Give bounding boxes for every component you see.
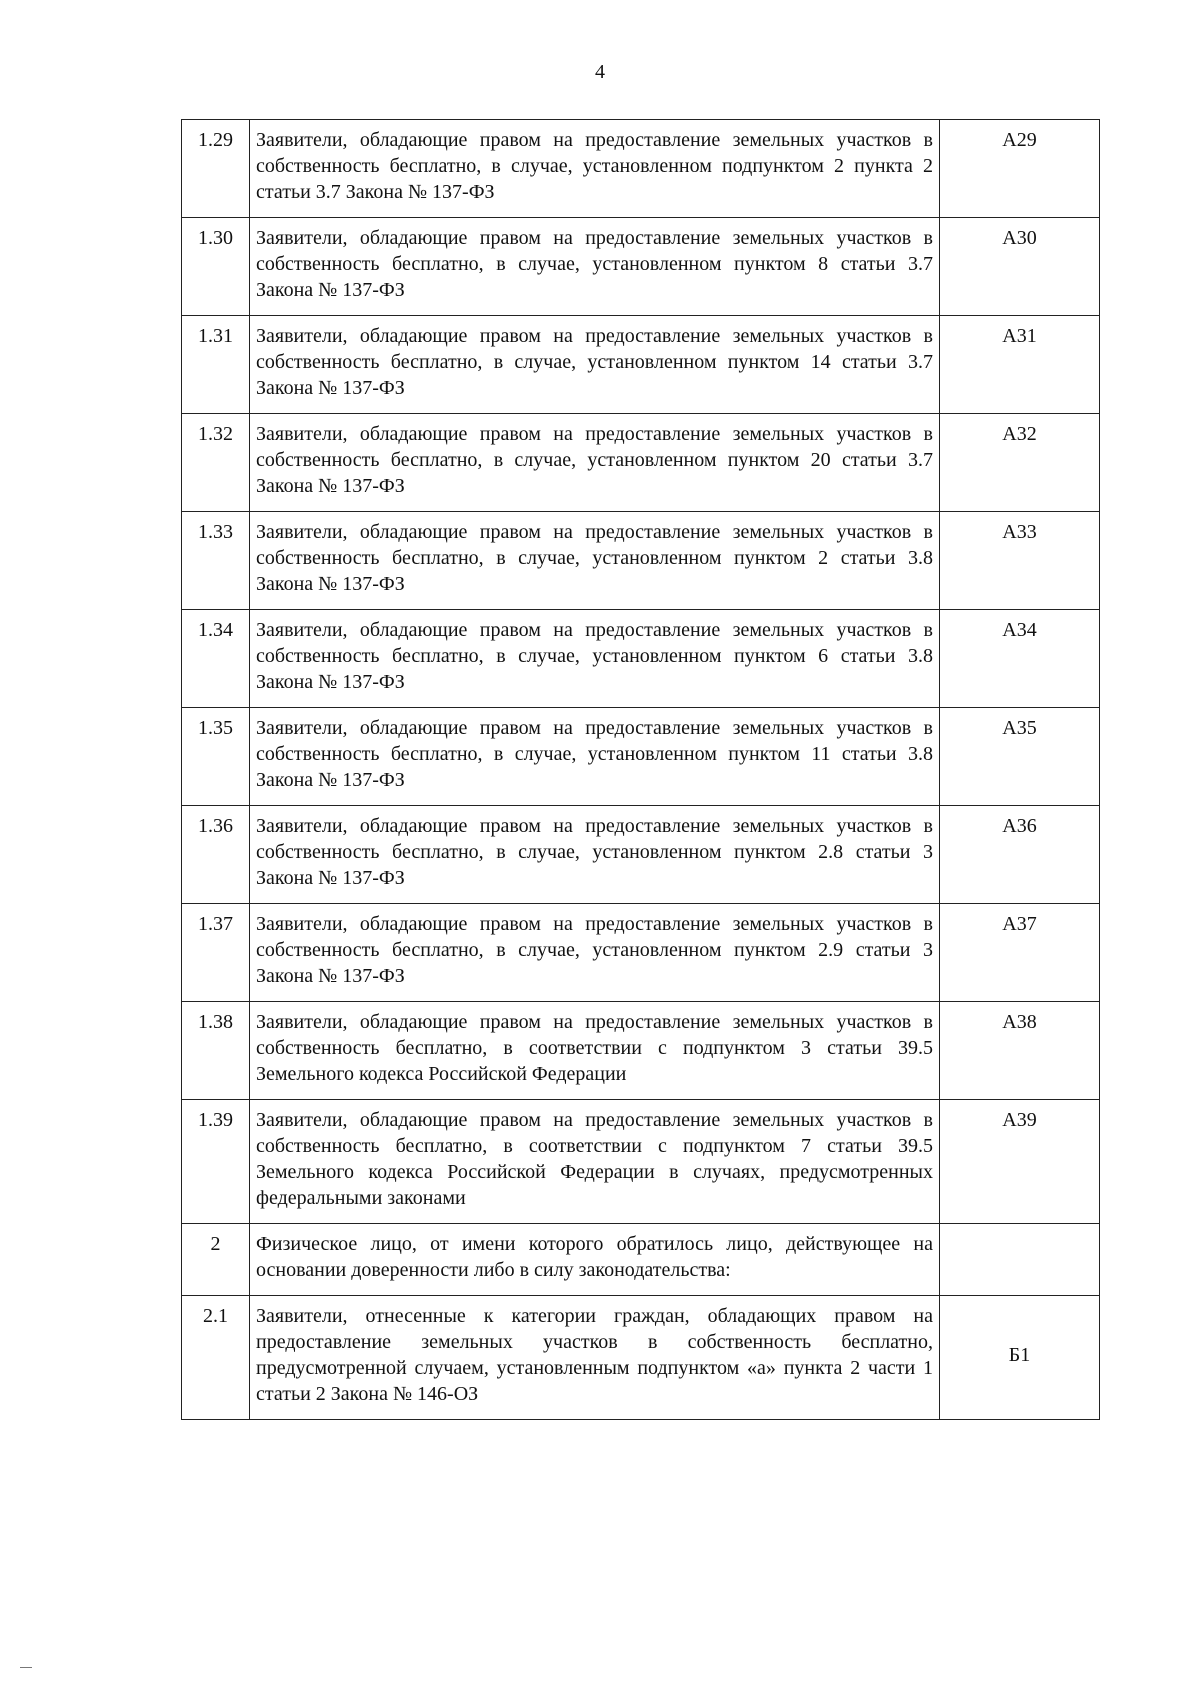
row-code: А32 [940, 414, 1100, 512]
row-number: 2.1 [182, 1296, 250, 1420]
row-number: 1.37 [182, 904, 250, 1002]
row-description: Заявители, обладающие правом на предоставление земельных участков в собственность бесплатно, в случае, установленном пунктом 2.9 статьи 3 Закона № 137-ФЗ [250, 904, 940, 1002]
row-description: Заявители, обладающие правом на предоставление земельных участков в собственность бесплатно, в случае, установленном пунктом 11 статьи 3.8 Закона № 137-ФЗ [250, 708, 940, 806]
row-code: А38 [940, 1002, 1100, 1100]
row-code: А29 [940, 120, 1100, 218]
table-row [182, 1296, 1100, 1420]
row-code: А35 [940, 708, 1100, 806]
table-row [182, 708, 1100, 806]
row-code: Б1 [940, 1296, 1100, 1420]
row-description: Заявители, отнесенные к категории граждан, обладающих правом на предоставление земельных участков в собственность бесплатно, предусмотренной случаем, установленным подпунктом «а» пункта 2 части 1 статьи 2 Закона № 146-ОЗ [250, 1296, 940, 1420]
table-row [182, 806, 1100, 904]
row-code: А34 [940, 610, 1100, 708]
row-description: Заявители, обладающие правом на предоставление земельных участков в собственность бесплатно, в случае, установленном пунктом 14 статьи 3.7 Закона № 137-ФЗ [250, 316, 940, 414]
row-number: 1.31 [182, 316, 250, 414]
row-description: Заявители, обладающие правом на предоставление земельных участков в собственность бесплатно, в случае, установленном пунктом 2 статьи 3.8 Закона № 137-ФЗ [250, 512, 940, 610]
row-description: Физическое лицо, от имени которого обратилось лицо, действующее на основании доверенности либо в силу законодательства: [250, 1224, 940, 1296]
row-code: А31 [940, 316, 1100, 414]
row-code: А37 [940, 904, 1100, 1002]
row-code [940, 1224, 1100, 1296]
applicant-categories-table [181, 119, 1100, 1420]
row-number: 1.38 [182, 1002, 250, 1100]
row-number: 2 [182, 1224, 250, 1296]
table-row [182, 1100, 1100, 1224]
page-number: 4 [595, 61, 605, 83]
table-row [182, 904, 1100, 1002]
table-row [182, 1002, 1100, 1100]
table-row [182, 414, 1100, 512]
row-description: Заявители, обладающие правом на предоставление земельных участков в собственность бесплатно, в случае, установленном пунктом 6 статьи 3.8 Закона № 137-ФЗ [250, 610, 940, 708]
row-code: А36 [940, 806, 1100, 904]
table-row [182, 218, 1100, 316]
table-row [182, 120, 1100, 218]
row-number: 1.29 [182, 120, 250, 218]
row-description: Заявители, обладающие правом на предоставление земельных участков в собственность бесплатно, в случае, установленном пунктом 20 статьи 3.7 Закона № 137-ФЗ [250, 414, 940, 512]
table-row [182, 1224, 1100, 1296]
row-number: 1.33 [182, 512, 250, 610]
row-code: А33 [940, 512, 1100, 610]
row-number: 1.36 [182, 806, 250, 904]
row-description: Заявители, обладающие правом на предоставление земельных участков в собственность бесплатно, в соответствии с подпунктом 3 статьи 39.5 Земельного кодекса Российской Федерации [250, 1002, 940, 1100]
row-number: 1.39 [182, 1100, 250, 1224]
row-description: Заявители, обладающие правом на предоставление земельных участков в собственность бесплатно, в случае, установленном пунктом 8 статьи 3.7 Закона № 137-ФЗ [250, 218, 940, 316]
row-code: А39 [940, 1100, 1100, 1224]
table-row [182, 512, 1100, 610]
row-description: Заявители, обладающие правом на предоставление земельных участков в собственность бесплатно, в соответствии с подпунктом 7 статьи 39.5 Земельного кодекса Российской Федерации в случаях, предусмотренных федеральными законами [250, 1100, 940, 1224]
scan-margin-mark [20, 1667, 32, 1668]
row-number: 1.35 [182, 708, 250, 806]
row-number: 1.32 [182, 414, 250, 512]
row-number: 1.30 [182, 218, 250, 316]
row-number: 1.34 [182, 610, 250, 708]
table-row [182, 610, 1100, 708]
table-row [182, 316, 1100, 414]
row-code: А30 [940, 218, 1100, 316]
row-description: Заявители, обладающие правом на предоставление земельных участков в собственность бесплатно, в случае, установленном пунктом 2.8 статьи 3 Закона № 137-ФЗ [250, 806, 940, 904]
row-description: Заявители, обладающие правом на предоставление земельных участков в собственность бесплатно, в случае, установленном подпунктом 2 пункта 2 статьи 3.7 Закона № 137-ФЗ [250, 120, 940, 218]
